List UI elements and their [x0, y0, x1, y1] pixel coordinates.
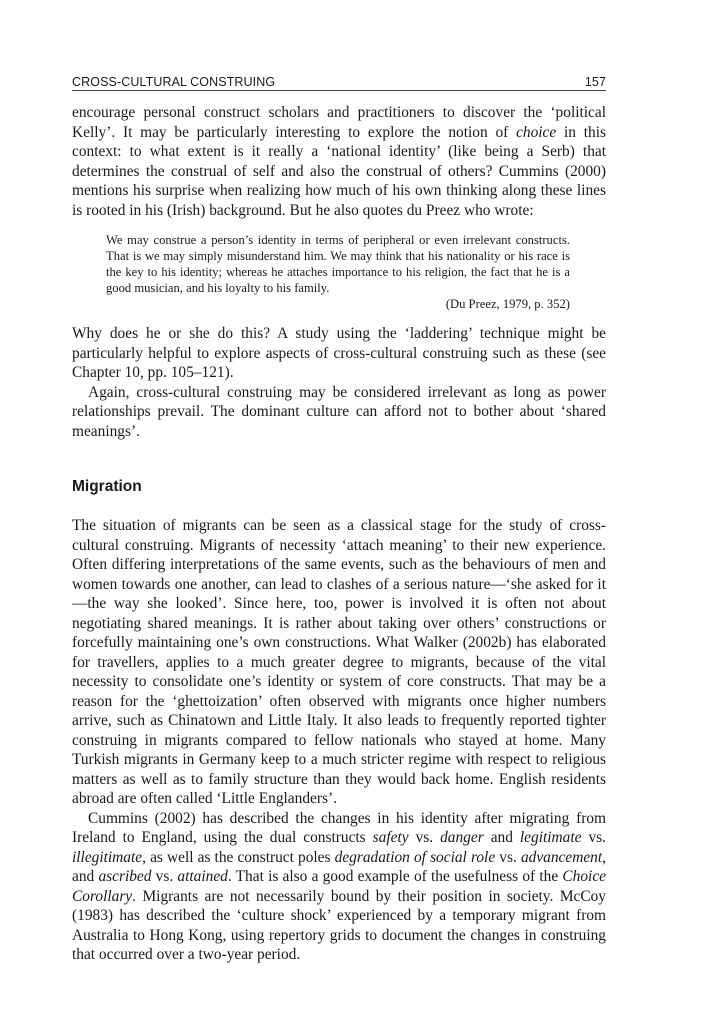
- text-run: . That is also a good example of the usefulness of the: [227, 868, 563, 885]
- section-body: [72, 516, 606, 965]
- paragraph-migrants: The situation of migrants can be seen as a classical stage for the study of cross-cultural construing. Migrants of necessity ‘attach meaning’ to their new experience. Often differing interpretations of the same events, such as the behaviours of men and women towards one another, can lead to clashes of a serious nature—‘she asked for it—the way she looked’. Since here, too, power is involved it is often not about negotiating shared meanings. It is rather about taking over others’ constructions or forcefully maintaining one’s own constructions. What Walker (2002b) has elaborated for travellers, applies to a much greater degree to migrants, because of the vital necessity to consolidate one’s identity or system of core constructs. That may be a reason for the ‘ghettoization’ often observed with migrants once higher numbers arrive, such as Chinatown and Little Italy. It also leads to frequently reported tighter construing in migrants compared to fellow nationals who stayed at home. Many Turkish migrants in Germany keep to a much stricter regime with respect to religious matters as well as to family structure than they would back home. English residents abroad are often called ‘Little Englanders’.: [72, 517, 606, 807]
- emphasis-term: illegitimate: [72, 848, 143, 866]
- paragraph-power: Again, cross-cultural construing may be considered irrelevant as long as power relationships prevail. The dominant culture can afford not to bother about ‘shared meanings’.: [72, 383, 606, 440]
- quote-text: We may construe a person’s identity in terms of peripheral or even irrelevant constructs. That is we may simply misunderstand him. We may think that his nationality or his race is the key to his identity; whereas he attaches importance to his religion, the fact that he is a good musician, and his loyalty to his family.: [106, 233, 570, 295]
- emphasis-term: degradation of social role: [334, 848, 496, 866]
- header-rule: [72, 90, 606, 91]
- quote-citation: (Du Preez, 1979, p. 352): [445, 297, 570, 311]
- emphasis-term: attained: [177, 868, 228, 885]
- text-run: vs.: [495, 848, 521, 866]
- page-number: 157: [584, 75, 606, 89]
- running-header: [72, 69, 606, 89]
- emphasis-term: safety: [372, 829, 409, 846]
- text-run: . Migrants are not necessarily bound by their position in society. McCoy (1983) has described the ‘culture shock’ experienced by a temporary migrant from Australia to Hong Kong, using repertory grids to document the changes in construing that occurred over a two-year period.: [72, 887, 606, 963]
- emphasis-term: ascribed: [98, 868, 152, 885]
- emphasis-choice: choice: [516, 123, 557, 141]
- text-run: , as well as the construct poles: [142, 848, 335, 866]
- text-run: , and: [72, 848, 606, 885]
- paragraph-cummins: [72, 809, 606, 965]
- emphasis-term: legitimate: [519, 829, 582, 846]
- text-run: vs.: [581, 829, 606, 846]
- page-body: [72, 103, 606, 441]
- text-run: Cummins (2002) has described the changes in his identity after migrating from Ireland to England, using the dual constructs: [72, 809, 606, 846]
- text-run: in this context: to what extent is it really a ‘national identity’ (like being a Serb) that determines the construal of self and also the construal of others? Cummins (2000) mentions his surprise when realizing how much of his own thinking along these lines is rooted in his (Irish) background. But he also quotes du Preez who wrote:: [72, 123, 606, 219]
- running-title: CROSS-CULTURAL CONSTRUING: [72, 75, 276, 89]
- emphasis-term: Choice Corollary: [72, 868, 606, 905]
- text-run: vs.: [408, 829, 441, 846]
- text-run: encourage personal construct scholars and practitioners to discover the ‘political Kelly’. It may be particularly interesting to explore the notion of: [72, 104, 606, 141]
- paragraph-laddering: Why does he or she do this? A study using the ‘laddering’ technique might be particularly helpful to explore aspects of cross-cultural construing such as these (see Chapter 10, pp. 105–121).: [72, 325, 606, 381]
- text-run: and: [483, 829, 520, 846]
- emphasis-term: advancement: [520, 848, 603, 866]
- emphasis-term: danger: [440, 829, 484, 846]
- paragraph-continued: [72, 103, 606, 220]
- section-heading: Migration: [72, 478, 142, 495]
- text-run: vs.: [151, 868, 178, 885]
- block-quote: [106, 232, 570, 312]
